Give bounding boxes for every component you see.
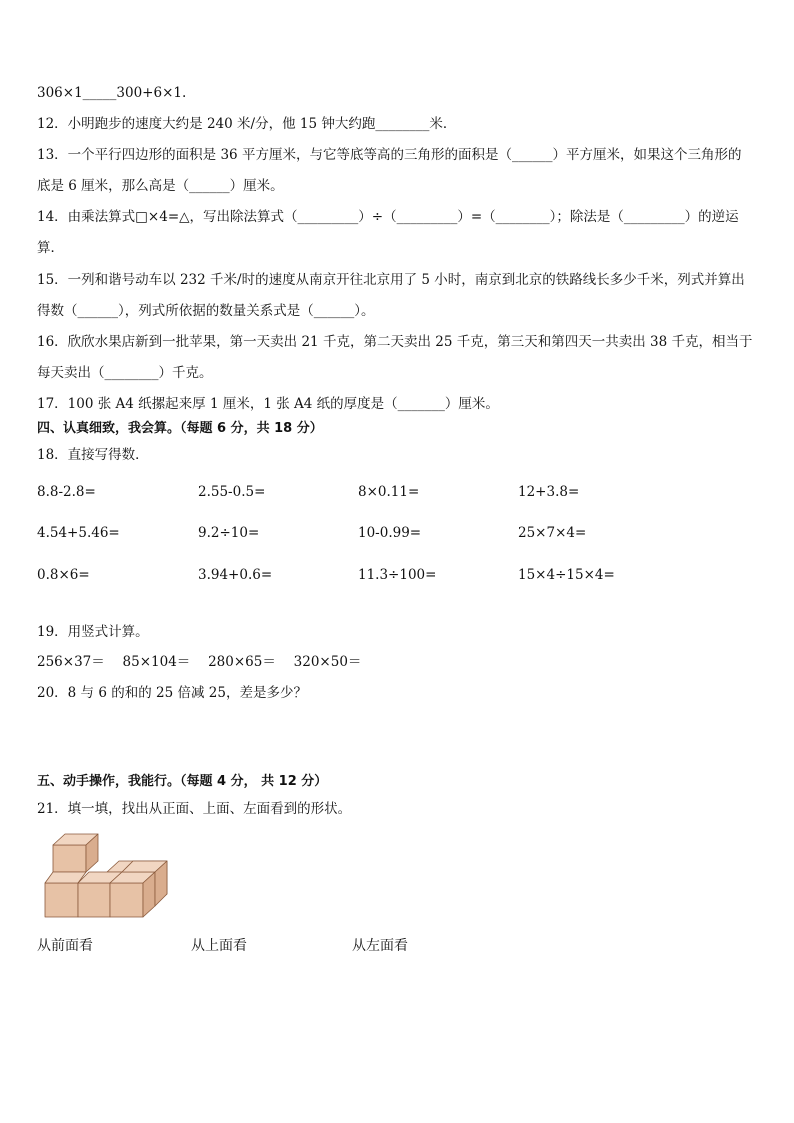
calc-item: 3.94+0.6= [198, 567, 273, 583]
question-20: 20．8 与 6 的和的 25 倍减 25，差是多少？ [37, 685, 307, 701]
calc-item: 8.8-2.8= [37, 484, 96, 500]
question-18: 18．直接写得数． [37, 447, 149, 463]
question-16-line1: 16．欣欣水果店新到一批苹果，第一天卖出 21 千克，第二天卖出 25 千克，第三天和第四天一共卖出 38 千克，相当于 [37, 334, 753, 350]
view-label-front: 从前面看 [37, 938, 93, 954]
calc-item: 9.2÷10= [198, 525, 260, 541]
cube-front-face [110, 883, 143, 917]
question-13-line1: 13．一个平行四边形的面积是 36 平方厘米，与它等底等高的三角形的面积是（______）平方厘米，如果这个三角形的 [37, 147, 742, 163]
cube-front-face [45, 883, 78, 917]
question-11-tail: 306×1_____300+6×1. [37, 85, 187, 101]
question-21: 21．填一填，找出从正面、上面、左面看到的形状。 [37, 801, 352, 817]
question-13-line2: 底是 6 厘米，那么高是（______）厘米。 [37, 178, 284, 194]
question-16-line2: 每天卖出（________）千克。 [37, 365, 213, 381]
calc-item: 11.3÷100= [358, 567, 437, 583]
question-12: 12．小明跑步的速度大约是 240 米/分，他 15 钟大约跑________米． [37, 116, 457, 132]
calc-item: 0.8×6= [37, 567, 90, 583]
question-17: 17．100 张 A4 纸摞起来厚 1 厘米，1 张 A4 纸的厚度是（_______）厘米。 [37, 396, 499, 412]
question-19: 19．用竖式计算。 [37, 624, 149, 640]
cube-front-face [53, 845, 86, 872]
question-15-line1: 15．一列和谐号动车以 232 千米/时的速度从南京开往北京用了 5 小时，南京到北京的铁路线长多少千米，列式并算出 [37, 272, 745, 288]
calc-item: 15×4÷15×4= [518, 567, 615, 583]
calc-item: 2.55-0.5= [198, 484, 266, 500]
question-15-line2: 得数（______），列式所依据的数量关系式是（______）。 [37, 303, 375, 319]
question-14-line1: 14．由乘法算式□×4=△，写出除法算式（_________）÷（_________）=（________）；除法是（_________）的逆运 [37, 209, 739, 225]
view-label-top: 从上面看 [191, 938, 247, 954]
calc-item: 10-0.99= [358, 525, 422, 541]
cube-front-face [78, 883, 110, 917]
calc-item: 8×0.11= [358, 484, 420, 500]
cube-stack-figure [43, 832, 173, 920]
calc-item: 4.54+5.46= [37, 525, 120, 541]
section-4-heading: 四、认真细致，我会算。（每题 6 分，共 18 分） [37, 421, 323, 436]
calc-item: 25×7×4= [518, 525, 587, 541]
question-19-calcs: 256×37＝ 85×104＝ 280×65＝ 320×50＝ [37, 654, 362, 670]
question-14-line2: 算． [37, 240, 64, 256]
view-label-left: 从左面看 [352, 938, 408, 954]
calc-item: 12+3.8= [518, 484, 580, 500]
section-5-heading: 五、动手操作，我能行。（每题 4 分， 共 12 分） [37, 774, 328, 789]
